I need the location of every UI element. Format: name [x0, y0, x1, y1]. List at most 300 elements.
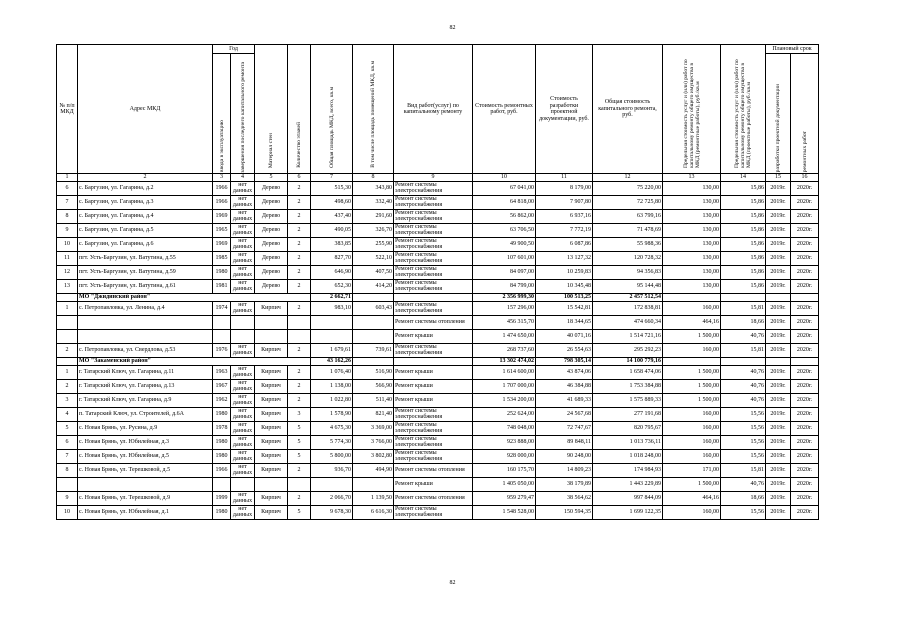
cell-limit-repair: 160,00	[663, 505, 721, 519]
cell-address: п. Татарский Ключ, ул. Строителей, д.6А	[78, 407, 213, 421]
cell-empty	[353, 329, 394, 343]
header-floors: Количество этажей	[296, 122, 302, 168]
cell-cost-project: 10 345,48	[536, 279, 593, 293]
column-number-row	[57, 174, 819, 182]
cell-empty	[78, 477, 213, 491]
cell-area-residential: 6 616,30	[353, 505, 394, 519]
cell-address: с. Баргузин, ул. Гагарина, д.2	[78, 181, 213, 195]
cell-year-repair: нет данных	[231, 491, 255, 505]
district-cost-total: 14 100 779,16	[593, 357, 663, 365]
cell-plan-project: 2019г.	[766, 449, 791, 463]
cell-year-repair: нет данных	[231, 343, 255, 357]
cell-walls: Кирпич	[255, 449, 288, 463]
cell-cost-total: 474 660,34	[593, 315, 663, 329]
cell-limit-repair: 1 500,00	[663, 365, 721, 379]
cell-limit-project: 15,81	[721, 301, 766, 315]
table-row	[57, 407, 819, 421]
header-area-total: Общая площадь МКД, всего, кв.м	[328, 87, 335, 168]
cell-work-type: Ремонт системы электроснабжения	[394, 209, 473, 223]
cell-number: 13	[57, 279, 78, 293]
cell-cost-total: 1 575 889,33	[593, 393, 663, 407]
cell-address: г. Татарский Ключ, ул. Гагарина, д.9	[78, 393, 213, 407]
cell-year-repair: нет данных	[231, 407, 255, 421]
cell-year-repair: нет данных	[231, 181, 255, 195]
district-name: МО "Закаменский район"	[78, 357, 311, 365]
cell-area-total: 1 022,80	[311, 393, 353, 407]
cell-work-type: Ремонт системы электроснабжения	[394, 265, 473, 279]
cell-limit-repair: 1 500,00	[663, 477, 721, 491]
cell-plan-repair: 2020г.	[791, 407, 819, 421]
cell-work-type: Ремонт системы электроснабжения	[394, 505, 473, 519]
cell-number: 8	[57, 209, 78, 223]
cell-address: с. Новая Брянь, ул. Терешковой, д.5	[78, 463, 213, 477]
cell-cost-repair: 959 279,47	[473, 491, 536, 505]
cell-empty	[57, 477, 78, 491]
cell-area-total: 936,70	[311, 463, 353, 477]
cell-year-built: 1980	[213, 435, 231, 449]
cell-number: 10	[57, 505, 78, 519]
cell-floors: 2	[288, 237, 311, 251]
cell-plan-project: 2019г.	[766, 435, 791, 449]
district-cost-project: 100 513,25	[536, 293, 593, 301]
cell-number: 2	[57, 343, 78, 357]
cell-floors: 2	[288, 301, 311, 315]
header-number: № п/п МКД	[57, 45, 78, 174]
header-cost-repair: Стоимость ремонтных работ, руб.	[473, 45, 536, 174]
cell-number: 10	[57, 237, 78, 251]
cell-plan-project: 2019г.	[766, 237, 791, 251]
cell-year-built: 1980	[213, 407, 231, 421]
cell-limit-repair: 130,00	[663, 195, 721, 209]
cell-cost-repair: 268 737,60	[473, 343, 536, 357]
cell-cost-project: 38 564,62	[536, 491, 593, 505]
column-number: 10	[473, 174, 536, 182]
cell-area-residential: 511,40	[353, 393, 394, 407]
cell-cost-repair: 1 614 600,00	[473, 365, 536, 379]
cell-area-total: 437,40	[311, 209, 353, 223]
cell-limit-project: 15,56	[721, 421, 766, 435]
cell-empty	[353, 357, 394, 365]
cell-address: с. Баргузин, ул. Гагарина, д.4	[78, 209, 213, 223]
cell-floors: 2	[288, 379, 311, 393]
cell-work-type: Ремонт крыши	[394, 365, 473, 379]
cell-number: 7	[57, 195, 78, 209]
cell-address: с. Баргузин, ул. Гагарина, д.6	[78, 237, 213, 251]
cell-plan-repair: 2020г.	[791, 181, 819, 195]
cell-empty	[255, 477, 288, 491]
header-plan-repair: ремонтных работ	[801, 131, 808, 173]
cell-plan-repair: 2020г.	[791, 315, 819, 329]
cell-limit-repair: 1 500,00	[663, 393, 721, 407]
header-cost-total: Общая стоимость капитального ремонта, руб.	[593, 45, 663, 174]
cell-cost-repair: 107 601,00	[473, 251, 536, 265]
cell-address: пгт. Усть-Баргузин, ул. Ватутина, д.61	[78, 279, 213, 293]
district-area-total: 43 162,26	[311, 357, 353, 365]
cell-plan-project: 2019г.	[766, 343, 791, 357]
cell-cost-total: 1 013 736,11	[593, 435, 663, 449]
cell-plan-project: 2019г.	[766, 315, 791, 329]
cell-empty	[78, 329, 213, 343]
cell-limit-project: 15,86	[721, 237, 766, 251]
cell-year-built: 1974	[213, 301, 231, 315]
cell-area-residential: 332,40	[353, 195, 394, 209]
cell-cost-project: 46 384,88	[536, 379, 593, 393]
cell-plan-project: 2019г.	[766, 463, 791, 477]
cell-cost-project: 18 344,65	[536, 315, 593, 329]
cell-plan-repair: 2020г.	[791, 237, 819, 251]
cell-walls: Кирпич	[255, 491, 288, 505]
cell-limit-project: 15,86	[721, 181, 766, 195]
cell-plan-repair: 2020г.	[791, 393, 819, 407]
cell-walls: Дерево	[255, 279, 288, 293]
column-number: 5	[255, 174, 288, 182]
cell-limit-repair: 160,00	[663, 407, 721, 421]
table-row	[57, 237, 819, 251]
table-row	[57, 505, 819, 519]
cell-plan-project: 2019г.	[766, 279, 791, 293]
table-row	[57, 421, 819, 435]
cell-cost-project: 89 848,11	[536, 435, 593, 449]
cell-year-built: 1978	[213, 421, 231, 435]
cell-empty	[57, 293, 78, 301]
cell-floors: 5	[288, 505, 311, 519]
cell-year-built: 1969	[213, 209, 231, 223]
cell-empty	[57, 329, 78, 343]
cell-cost-repair: 63 706,50	[473, 223, 536, 237]
cell-cost-repair: 1 474 650,00	[473, 329, 536, 343]
cell-cost-total: 997 844,09	[593, 491, 663, 505]
cell-year-built: 1966	[213, 195, 231, 209]
column-number: 12	[593, 174, 663, 182]
cell-walls: Кирпич	[255, 407, 288, 421]
cell-work-type: Ремонт системы электроснабжения	[394, 251, 473, 265]
cell-cost-repair: 748 048,00	[473, 421, 536, 435]
cell-plan-repair: 2020г.	[791, 421, 819, 435]
cell-work-type: Ремонт системы электроснабжения	[394, 279, 473, 293]
cell-limit-repair: 130,00	[663, 209, 721, 223]
cell-cost-total: 55 988,36	[593, 237, 663, 251]
cell-limit-repair: 1 500,00	[663, 379, 721, 393]
cell-year-repair: нет данных	[231, 463, 255, 477]
cell-number: 1	[57, 301, 78, 315]
cell-empty	[311, 315, 353, 329]
cell-limit-repair: 130,00	[663, 279, 721, 293]
cell-cost-repair: 923 888,00	[473, 435, 536, 449]
cell-year-built: 1969	[213, 237, 231, 251]
cell-year-built: 1980	[213, 265, 231, 279]
cell-number: 3	[57, 393, 78, 407]
cell-limit-project: 15,56	[721, 407, 766, 421]
table-row	[57, 265, 819, 279]
column-number: 1	[57, 174, 78, 182]
cell-cost-project: 72 747,67	[536, 421, 593, 435]
cell-number: 1	[57, 365, 78, 379]
cell-cost-total: 1 443 229,89	[593, 477, 663, 491]
cell-work-type: Ремонт системы отопления	[394, 463, 473, 477]
cell-area-residential: 522,10	[353, 251, 394, 265]
cell-year-built: 1999	[213, 491, 231, 505]
cell-area-total: 9 678,30	[311, 505, 353, 519]
cell-address: г. Татарский Ключ, ул. Гагарина, д.11	[78, 365, 213, 379]
cell-limit-project: 40,76	[721, 393, 766, 407]
table-row	[57, 181, 819, 195]
cell-cost-total: 1 514 721,16	[593, 329, 663, 343]
cell-year-repair: нет данных	[231, 421, 255, 435]
cell-area-total: 983,10	[311, 301, 353, 315]
cell-floors: 2	[288, 491, 311, 505]
header-year: Год	[213, 45, 255, 54]
cell-floors: 2	[288, 463, 311, 477]
cell-cost-project: 7 772,19	[536, 223, 593, 237]
cell-empty	[353, 315, 394, 329]
cell-cost-repair: 1 707 000,00	[473, 379, 536, 393]
table-row	[57, 209, 819, 223]
cell-plan-project: 2019г.	[766, 251, 791, 265]
cell-walls: Кирпич	[255, 421, 288, 435]
cell-number: 8	[57, 463, 78, 477]
table-row	[57, 449, 819, 463]
header-limit-repair: Предельная стоимость услуг и (или) работ по капитальному ремонту общего имущества в МКД (ремонтные работы), руб./кв.м	[682, 59, 701, 168]
cell-cost-project: 8 179,00	[536, 181, 593, 195]
table-row	[57, 301, 819, 315]
cell-area-total: 383,85	[311, 237, 353, 251]
cell-plan-repair: 2020г.	[791, 477, 819, 491]
cell-empty	[791, 357, 819, 365]
cell-empty	[57, 315, 78, 329]
cell-cost-project: 40 071,16	[536, 329, 593, 343]
cell-limit-project: 15,86	[721, 265, 766, 279]
cell-limit-repair: 160,00	[663, 421, 721, 435]
cell-area-total: 1 679,61	[311, 343, 353, 357]
cell-limit-repair: 464,16	[663, 491, 721, 505]
cell-walls: Кирпич	[255, 505, 288, 519]
cell-empty	[288, 477, 311, 491]
cell-address: с. Новая Брянь, ул. Юбилейная, д.1	[78, 505, 213, 519]
cell-year-repair: нет данных	[231, 365, 255, 379]
cell-floors: 5	[288, 421, 311, 435]
cell-number: 9	[57, 491, 78, 505]
cell-empty	[766, 293, 791, 301]
cell-empty	[231, 329, 255, 343]
cell-limit-repair: 1 500,00	[663, 329, 721, 343]
cell-plan-repair: 2020г.	[791, 329, 819, 343]
cell-floors: 2	[288, 393, 311, 407]
cell-walls: Кирпич	[255, 463, 288, 477]
cell-plan-project: 2019г.	[766, 365, 791, 379]
cell-cost-total: 72 725,80	[593, 195, 663, 209]
cell-walls: Дерево	[255, 251, 288, 265]
cell-area-residential: 1 139,50	[353, 491, 394, 505]
column-number: 9	[394, 174, 473, 182]
district-cost-project: 798 305,14	[536, 357, 593, 365]
cell-empty	[255, 329, 288, 343]
cell-area-residential: 494,90	[353, 463, 394, 477]
district-cost-total: 2 457 512,54	[593, 293, 663, 301]
header-limit-project: Предельная стоимость услуг и (или) работ по капитальному ремонту общего имущества в МКД (проектные работы), руб./кв.м	[734, 59, 752, 168]
cell-area-residential: 603,43	[353, 301, 394, 315]
cell-number: 5	[57, 421, 78, 435]
cell-cost-project: 14 809,23	[536, 463, 593, 477]
cell-year-built: 1966	[213, 463, 231, 477]
cell-address: с. Новая Брянь, ул. Юбилейная, д.5	[78, 449, 213, 463]
cell-year-repair: нет данных	[231, 223, 255, 237]
cell-cost-project: 15 542,81	[536, 301, 593, 315]
cell-area-total: 652,30	[311, 279, 353, 293]
cell-plan-repair: 2020г.	[791, 505, 819, 519]
cell-year-repair: нет данных	[231, 195, 255, 209]
cell-cost-project: 41 689,33	[536, 393, 593, 407]
cell-year-repair: нет данных	[231, 237, 255, 251]
cell-area-residential: 291,60	[353, 209, 394, 223]
cell-limit-project: 15,56	[721, 449, 766, 463]
cell-cost-total: 1 753 384,88	[593, 379, 663, 393]
cell-plan-project: 2019г.	[766, 181, 791, 195]
cell-year-built: 1963	[213, 365, 231, 379]
cell-walls: Дерево	[255, 181, 288, 195]
cell-floors: 2	[288, 343, 311, 357]
cell-cost-total: 172 838,81	[593, 301, 663, 315]
cell-limit-project: 18,66	[721, 491, 766, 505]
cell-area-total: 827,70	[311, 251, 353, 265]
cell-area-total: 490,05	[311, 223, 353, 237]
cell-number: 11	[57, 251, 78, 265]
cell-empty	[213, 329, 231, 343]
cell-limit-repair: 464,16	[663, 315, 721, 329]
cell-address: г. Татарский Ключ, ул. Гагарина, д.13	[78, 379, 213, 393]
column-number: 3	[213, 174, 231, 182]
cell-year-built: 1981	[213, 279, 231, 293]
cell-walls: Дерево	[255, 209, 288, 223]
page-number-bottom: 82	[449, 580, 456, 586]
cell-cost-total: 1 699 122,35	[593, 505, 663, 519]
cell-work-type: Ремонт системы электроснабжения	[394, 301, 473, 315]
cell-limit-project: 40,76	[721, 365, 766, 379]
cell-number: 12	[57, 265, 78, 279]
cell-limit-project: 15,56	[721, 435, 766, 449]
cell-year-built: 1962	[213, 393, 231, 407]
header-year-built: ввода в эксплуатацию	[218, 120, 225, 173]
cell-address: с. Новая Брянь, ул. Терешковой, д.9	[78, 491, 213, 505]
cell-area-residential: 326,70	[353, 223, 394, 237]
cell-work-type: Ремонт системы электроснабжения	[394, 449, 473, 463]
cell-cost-project: 10 259,83	[536, 265, 593, 279]
cell-area-residential: 821,40	[353, 407, 394, 421]
cell-year-repair: нет данных	[231, 279, 255, 293]
district-area-total: 2 662,71	[311, 293, 353, 301]
cell-walls: Дерево	[255, 265, 288, 279]
cell-work-type: Ремонт системы отопления	[394, 315, 473, 329]
cell-cost-project: 6 937,16	[536, 209, 593, 223]
cell-walls: Дерево	[255, 237, 288, 251]
column-number: 8	[353, 174, 394, 182]
cell-plan-repair: 2020г.	[791, 265, 819, 279]
column-number: 13	[663, 174, 721, 182]
cell-limit-repair: 160,00	[663, 301, 721, 315]
cell-limit-repair: 130,00	[663, 181, 721, 195]
column-number: 6	[288, 174, 311, 182]
cell-work-type: Ремонт системы электроснабжения	[394, 435, 473, 449]
cell-cost-total: 75 220,00	[593, 181, 663, 195]
header-area-residential: В том числе площадь помещений МКД, кв.м	[370, 61, 376, 168]
cell-address: с. Петропавловка, ул. Свердлова, д.53	[78, 343, 213, 357]
cell-number: 2	[57, 379, 78, 393]
cell-year-repair: нет данных	[231, 393, 255, 407]
cell-cost-repair: 84 097,00	[473, 265, 536, 279]
cell-empty	[353, 477, 394, 491]
district-cost-repair: 13 302 474,02	[473, 357, 536, 365]
cell-walls: Кирпич	[255, 379, 288, 393]
cell-limit-project: 15,86	[721, 279, 766, 293]
cell-limit-repair: 160,00	[663, 435, 721, 449]
cell-work-type: Ремонт системы отопления	[394, 491, 473, 505]
cell-work-type: Ремонт крыши	[394, 393, 473, 407]
cell-walls: Кирпич	[255, 343, 288, 357]
cell-number: 9	[57, 223, 78, 237]
cell-area-residential: 739,61	[353, 343, 394, 357]
cell-cost-repair: 252 624,00	[473, 407, 536, 421]
cell-floors: 2	[288, 251, 311, 265]
cell-empty	[663, 293, 721, 301]
table-subrow	[57, 329, 819, 343]
cell-limit-project: 15,86	[721, 209, 766, 223]
cell-walls: Дерево	[255, 223, 288, 237]
cell-year-built: 1965	[213, 223, 231, 237]
table-row	[57, 223, 819, 237]
cell-number: 4	[57, 407, 78, 421]
cell-year-built: 1976	[213, 343, 231, 357]
cell-address: с. Баргузин, ул. Гагарина, д.5	[78, 223, 213, 237]
cell-plan-project: 2019г.	[766, 393, 791, 407]
table-row	[57, 195, 819, 209]
page-number-top: 82	[449, 25, 456, 31]
cell-cost-total: 95 144,48	[593, 279, 663, 293]
cell-plan-project: 2019г.	[766, 329, 791, 343]
cell-empty	[255, 315, 288, 329]
cell-empty	[288, 329, 311, 343]
cell-walls: Кирпич	[255, 365, 288, 379]
table-row	[57, 251, 819, 265]
cell-area-residential: 343,80	[353, 181, 394, 195]
cell-plan-repair: 2020г.	[791, 195, 819, 209]
table-subrow	[57, 315, 819, 329]
cell-limit-project: 15,81	[721, 343, 766, 357]
cell-year-repair: нет данных	[231, 505, 255, 519]
cell-plan-repair: 2020г.	[791, 223, 819, 237]
cell-area-total: 515,30	[311, 181, 353, 195]
header-year-repair: завершения последнего капитального ремонта	[239, 61, 246, 173]
cell-number: 6	[57, 435, 78, 449]
cell-plan-project: 2019г.	[766, 477, 791, 491]
cell-floors: 5	[288, 435, 311, 449]
cell-cost-total: 1 018 248,00	[593, 449, 663, 463]
cell-empty	[394, 357, 473, 365]
cell-limit-project: 40,76	[721, 477, 766, 491]
cell-address: с. Петропавловка, ул. Ленина, д.4	[78, 301, 213, 315]
cell-year-repair: нет данных	[231, 435, 255, 449]
cell-year-repair: нет данных	[231, 265, 255, 279]
cell-plan-repair: 2020г.	[791, 209, 819, 223]
cell-limit-repair: 130,00	[663, 251, 721, 265]
cell-cost-repair: 160 175,70	[473, 463, 536, 477]
cell-area-residential: 516,90	[353, 365, 394, 379]
cell-cost-project: 13 127,32	[536, 251, 593, 265]
cell-cost-repair: 456 315,70	[473, 315, 536, 329]
district-cost-repair: 2 356 999,30	[473, 293, 536, 301]
cell-empty	[663, 357, 721, 365]
table-subrow	[57, 477, 819, 491]
cell-cost-project: 38 179,89	[536, 477, 593, 491]
column-number: 15	[766, 174, 791, 182]
